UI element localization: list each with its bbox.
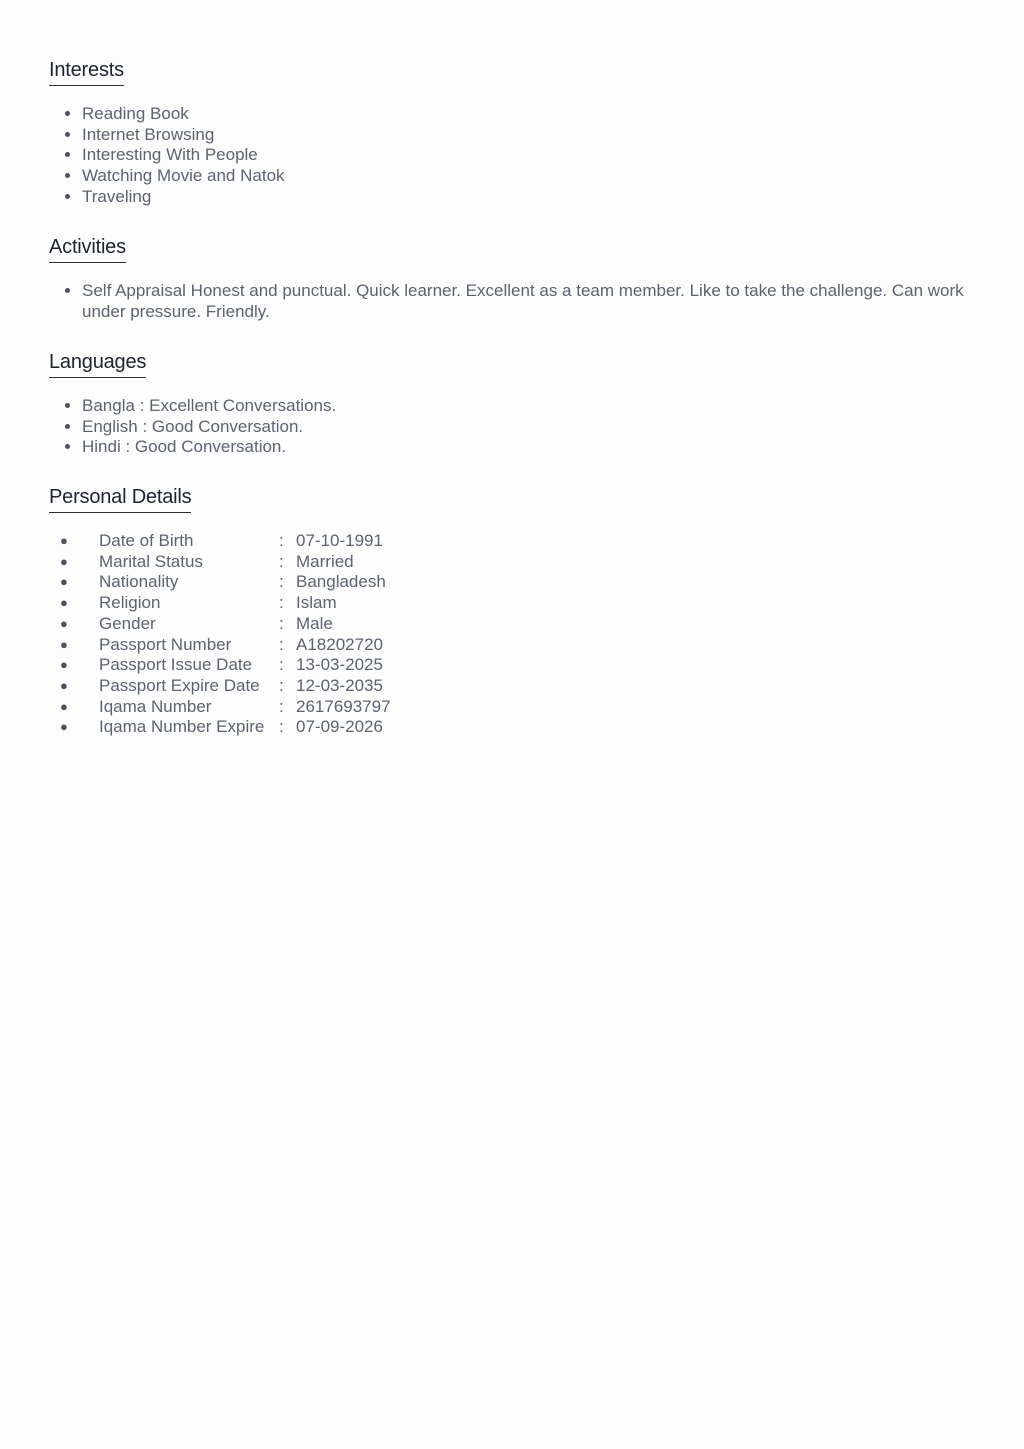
detail-label: Iqama Number Expire [99, 717, 265, 737]
bullet-icon: ● [60, 698, 68, 714]
detail-label: Iqama Number [99, 696, 212, 716]
list-item: • Bangla : Excellent Conversations. [82, 396, 979, 417]
table-row [49, 552, 391, 573]
bullet-icon: ● [60, 574, 68, 590]
list-item: • Self Appraisal Honest and punctual. Quick learner. Excellent as a team member. Like to take the challenge. Can work under pressure. Friendly. [82, 281, 979, 322]
bullet-icon: ● [60, 595, 68, 611]
detail-value: 07-10-1991 [296, 531, 383, 550]
detail-separator: : [279, 634, 284, 654]
bullet-icon: ● [60, 657, 68, 673]
table-row [49, 614, 391, 635]
detail-label: Nationality [99, 572, 179, 592]
detail-separator: : [279, 531, 284, 550]
bullet-icon: ● [60, 533, 68, 548]
bullet-icon: ● [60, 636, 68, 652]
detail-separator: : [279, 613, 284, 633]
list-item: • Traveling [82, 187, 979, 208]
bullet-icon: ● [60, 553, 68, 569]
table-row [49, 697, 391, 718]
detail-label: Passport Number [99, 634, 232, 654]
list-item: • Interesting With People [82, 145, 979, 166]
detail-value: 07-09-2026 [296, 717, 383, 737]
detail-separator: : [279, 655, 284, 675]
detail-label: Passport Expire Date [99, 675, 260, 695]
detail-separator: : [279, 572, 284, 592]
languages-heading: Languages [49, 350, 146, 378]
list-item: • Hindi : Good Conversation. [82, 437, 979, 458]
table-row [49, 717, 391, 738]
personal-details-heading: Personal Details [49, 485, 191, 513]
table-row [49, 655, 391, 676]
table-row [49, 531, 391, 552]
detail-separator: : [279, 675, 284, 695]
detail-separator: : [279, 717, 284, 737]
activities-section [49, 235, 979, 322]
detail-label: Religion [99, 593, 161, 613]
table-row [49, 593, 391, 614]
detail-label: Gender [99, 613, 156, 633]
personal-details-section [49, 485, 979, 738]
interests-section [49, 58, 979, 208]
detail-value: 12-03-2035 [296, 675, 383, 695]
interests-list [49, 104, 979, 208]
languages-list [49, 396, 979, 458]
detail-value: Bangladesh [296, 572, 386, 592]
list-item: • Internet Browsing [82, 125, 979, 146]
detail-value: 13-03-2025 [296, 655, 383, 675]
activities-list [49, 281, 979, 322]
detail-separator: : [279, 593, 284, 613]
list-item: • English : Good Conversation. [82, 417, 979, 438]
activities-heading: Activities [49, 235, 126, 263]
table-row [49, 676, 391, 697]
bullet-icon: ● [60, 719, 68, 735]
detail-value: Male [296, 613, 333, 633]
detail-value: Islam [296, 593, 337, 613]
detail-label: Date of Birth [99, 531, 194, 550]
languages-section [49, 350, 979, 458]
detail-value: 2617693797 [296, 696, 391, 716]
detail-separator: : [279, 551, 284, 571]
list-item: • Reading Book [82, 104, 979, 125]
table-row [49, 572, 391, 593]
bullet-icon: ● [60, 615, 68, 631]
list-item: • Watching Movie and Natok [82, 166, 979, 187]
bullet-icon: ● [60, 677, 68, 693]
detail-value: Married [296, 551, 354, 571]
table-row [49, 635, 391, 656]
detail-value: A18202720 [296, 634, 383, 654]
interests-heading: Interests [49, 58, 124, 86]
detail-label: Marital Status [99, 551, 203, 571]
detail-label: Passport Issue Date [99, 655, 253, 675]
detail-separator: : [279, 696, 284, 716]
personal-details-table [49, 531, 391, 738]
